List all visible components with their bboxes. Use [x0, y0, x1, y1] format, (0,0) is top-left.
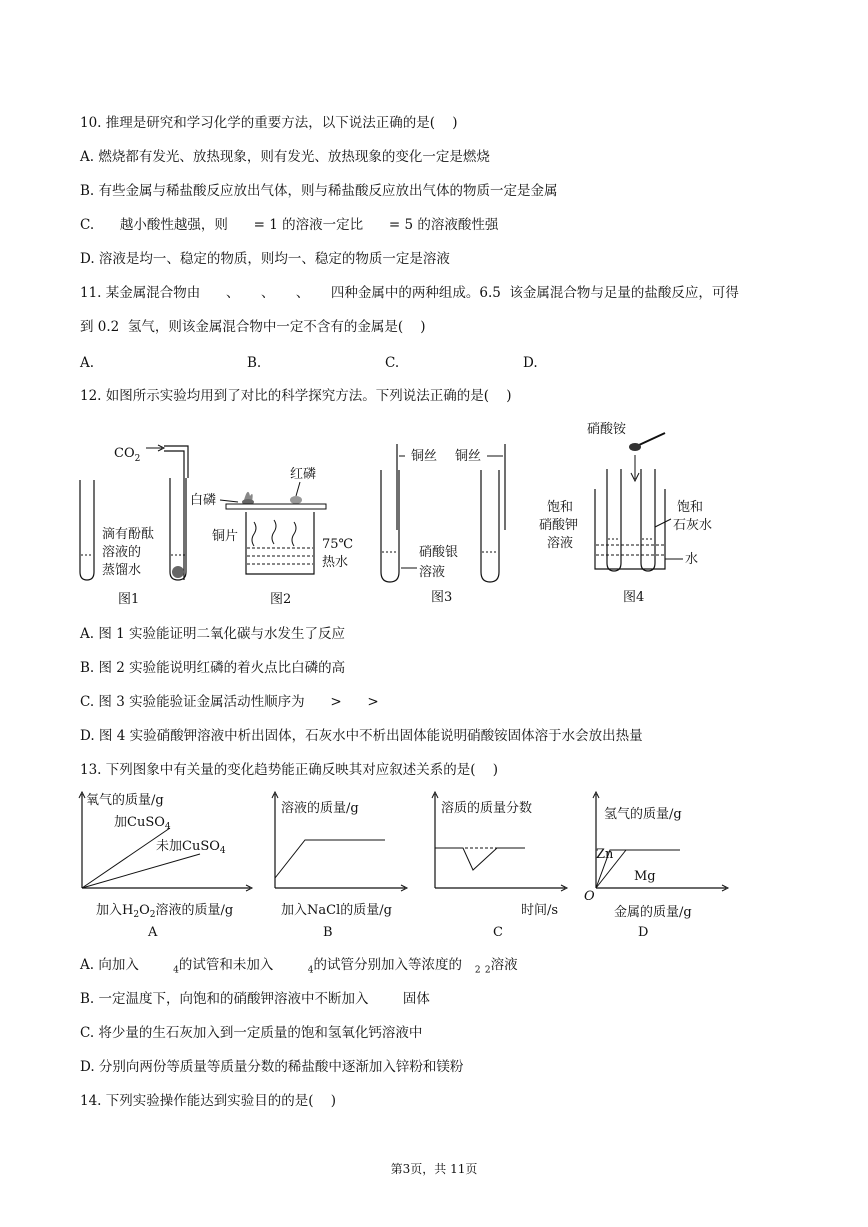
fig1-caption: 图1 — [118, 592, 140, 607]
graph-b-curve — [275, 840, 385, 878]
graph-c — [425, 788, 575, 943]
graph-a-caption: A — [148, 925, 158, 940]
q13-option-a: A. 向加入 $_4$的试管和未加入 $_4$的试管分别加入等浓度的 $_2$ $_2$溶液 — [80, 957, 518, 976]
q11-option-d: D. — [523, 355, 538, 371]
fig4-caption: 图4 — [623, 590, 645, 605]
fig1-liquid-label-2: 溶液的 — [102, 545, 142, 560]
q10-option-a: A. 燃烧都有发光、放热现象，则有发光、放热现象的变化一定是燃烧 — [80, 149, 490, 165]
q12-stem: 12. 如图所示实验均用到了对比的科学探究方法。下列说法正确的是( ) — [80, 388, 512, 404]
graph-a — [70, 788, 260, 943]
figure-4-diagram — [535, 415, 720, 610]
graph-d — [580, 788, 730, 943]
q11-option-c: C. — [385, 355, 400, 371]
fig3-test-tube-right — [481, 470, 499, 582]
fig4-spoon — [639, 433, 665, 445]
figure-2-diagram — [190, 460, 354, 610]
figure-1-diagram — [78, 440, 208, 610]
fig4-test-tube-right — [641, 469, 655, 571]
q12-option-b: B. 图 2 实验能说明红磷的着火点比白磷的高 — [80, 660, 346, 676]
q12-option-d: D. 图 4 实验硝酸钾溶液中析出固体，石灰水中不析出固体能说明硝酸铵固体溶于水会放出热量 — [80, 728, 643, 744]
q13-option-c: C. 将少量的生石灰加入到一定质量的饱和氢氧化钙溶液中 — [80, 1025, 423, 1041]
graph-d-caption: D — [638, 925, 649, 940]
figure-3-diagram — [375, 440, 525, 610]
fig2-caption: 图2 — [270, 592, 292, 607]
fig3-silver-nitrate-label: 硝酸银 — [419, 545, 459, 560]
q10-option-c: C. 越小酸性越强，则 = 1 的溶液一定比 = 5 的溶液酸性强 — [80, 217, 499, 233]
graph-a-y-label: 氧气的质量/g — [86, 793, 164, 808]
graph-b-x-label: 加入NaCl的质量/g — [281, 903, 392, 918]
q12-option-a: A. 图 1 实验能证明二氧化碳与水发生了反应 — [80, 626, 346, 642]
fig4-water-label: 水 — [685, 552, 699, 567]
fig3-wire-label-right: 铜丝 — [455, 449, 482, 464]
fig4-ammonium-nitrate-label: 硝酸铵 — [587, 422, 627, 437]
graph-a-x-label: 加入$H_2O_2$溶液的质量/g — [96, 903, 234, 920]
q12-option-c: C. 图 3 实验能验证金属活动性顺序为 > > — [80, 694, 379, 710]
page-footer: 第3页，共 11页 — [390, 1162, 478, 1176]
graph-a-line-without-catalyst — [82, 854, 200, 888]
fig4-solution-label: 溶液 — [547, 536, 574, 551]
fig4-potassium-nitrate-label: 硝酸钾 — [539, 518, 579, 533]
graph-c-caption: C — [493, 925, 503, 940]
q11-option-b: B. — [247, 355, 262, 371]
q13-option-d: D. 分别向两份等质量等质量分数的稀盐酸中逐渐加入锌粉和镁粉 — [80, 1059, 464, 1075]
graph-d-y-label: 氢气的质量/g — [604, 807, 682, 822]
q11-stem-line2: 到 0.2 氢气，则该金属混合物中一定不含有的金属是( ) — [80, 319, 426, 335]
graph-c-y-label: 溶质的质量分数 — [441, 801, 533, 816]
q10-option-d: D. 溶液是均一、稳定的物质，则均一、稳定的物质一定是溶液 — [80, 251, 450, 267]
graph-c-curve — [435, 848, 525, 870]
q14-stem: 14. 下列实验操作能达到实验目的的是( ) — [80, 1093, 336, 1109]
q10-stem: 10. 推理是研究和学习化学的重要方法，以下说法正确的是( ) — [80, 115, 458, 131]
graph-b — [265, 788, 415, 943]
graph-b-y-label: 溶液的质量/g — [281, 801, 359, 816]
q11-option-a: A. — [80, 355, 95, 371]
fig4-saturated-label-right: 饱和 — [677, 500, 704, 515]
fig3-solution-label: 溶液 — [419, 565, 446, 580]
q13-option-b: B. 一定温度下，向饱和的硝酸钾溶液中不断加入 固体 — [80, 991, 430, 1007]
fig3-caption: 图3 — [431, 590, 453, 605]
fig2-copper-label: 铜片 — [212, 529, 239, 544]
graph-c-x-label: 时间/s — [521, 903, 559, 918]
graph-a-line2-label: 未加CuSO$_4$ — [156, 839, 226, 856]
graph-d-zn-label: Zn — [596, 847, 614, 862]
graph-a-line1-label: 加CuSO$_4$ — [114, 815, 171, 832]
fig4-limewater-label: 石灰水 — [673, 518, 713, 533]
graph-b-caption: B — [323, 925, 333, 940]
fig1-liquid-label-1: 滴有酚酞 — [102, 527, 155, 542]
fig2-copper-plate — [226, 504, 326, 509]
fig3-test-tube-left — [381, 470, 399, 582]
fig2-white-phosphorus-label: 白磷 — [190, 493, 217, 508]
q10-option-b: B. 有些金属与稀盐酸反应放出气体，则与稀盐酸反应放出气体的物质一定是金属 — [80, 183, 558, 199]
q13-stem: 13. 下列图象中有关量的变化趋势能正确反映其对应叙述关系的是( ) — [80, 762, 498, 778]
fig2-beaker — [246, 512, 314, 574]
fig3-wire-label-left: 铜丝 — [411, 449, 438, 464]
fig1-test-tube-left — [80, 480, 94, 580]
graph-d-x-label: 金属的质量/g — [614, 905, 692, 920]
graph-d-mg-label: Mg — [634, 869, 656, 884]
fig4-saturated-label-left: 饱和 — [547, 500, 574, 515]
fig2-temperature-label: 75℃ — [322, 537, 354, 552]
q11-stem-line1: 11. 某金属混合物由 、 、 、 四种金属中的两种组成。6.5 该金属混合物与足量的盐酸反应，可得 — [80, 285, 739, 301]
graph-d-origin-label: O — [584, 889, 595, 904]
fig1-bubbles — [172, 566, 184, 578]
fig2-red-phosphorus-label: 红磷 — [290, 467, 317, 482]
graph-a-line-with-catalyst — [82, 828, 170, 888]
fig4-test-tube-left — [607, 469, 621, 571]
fig1-liquid-label-3: 蒸馏水 — [102, 563, 142, 578]
fig2-hot-water-label: 热水 — [322, 555, 349, 570]
fig1-co2-label: $CO_2$ — [114, 446, 141, 464]
